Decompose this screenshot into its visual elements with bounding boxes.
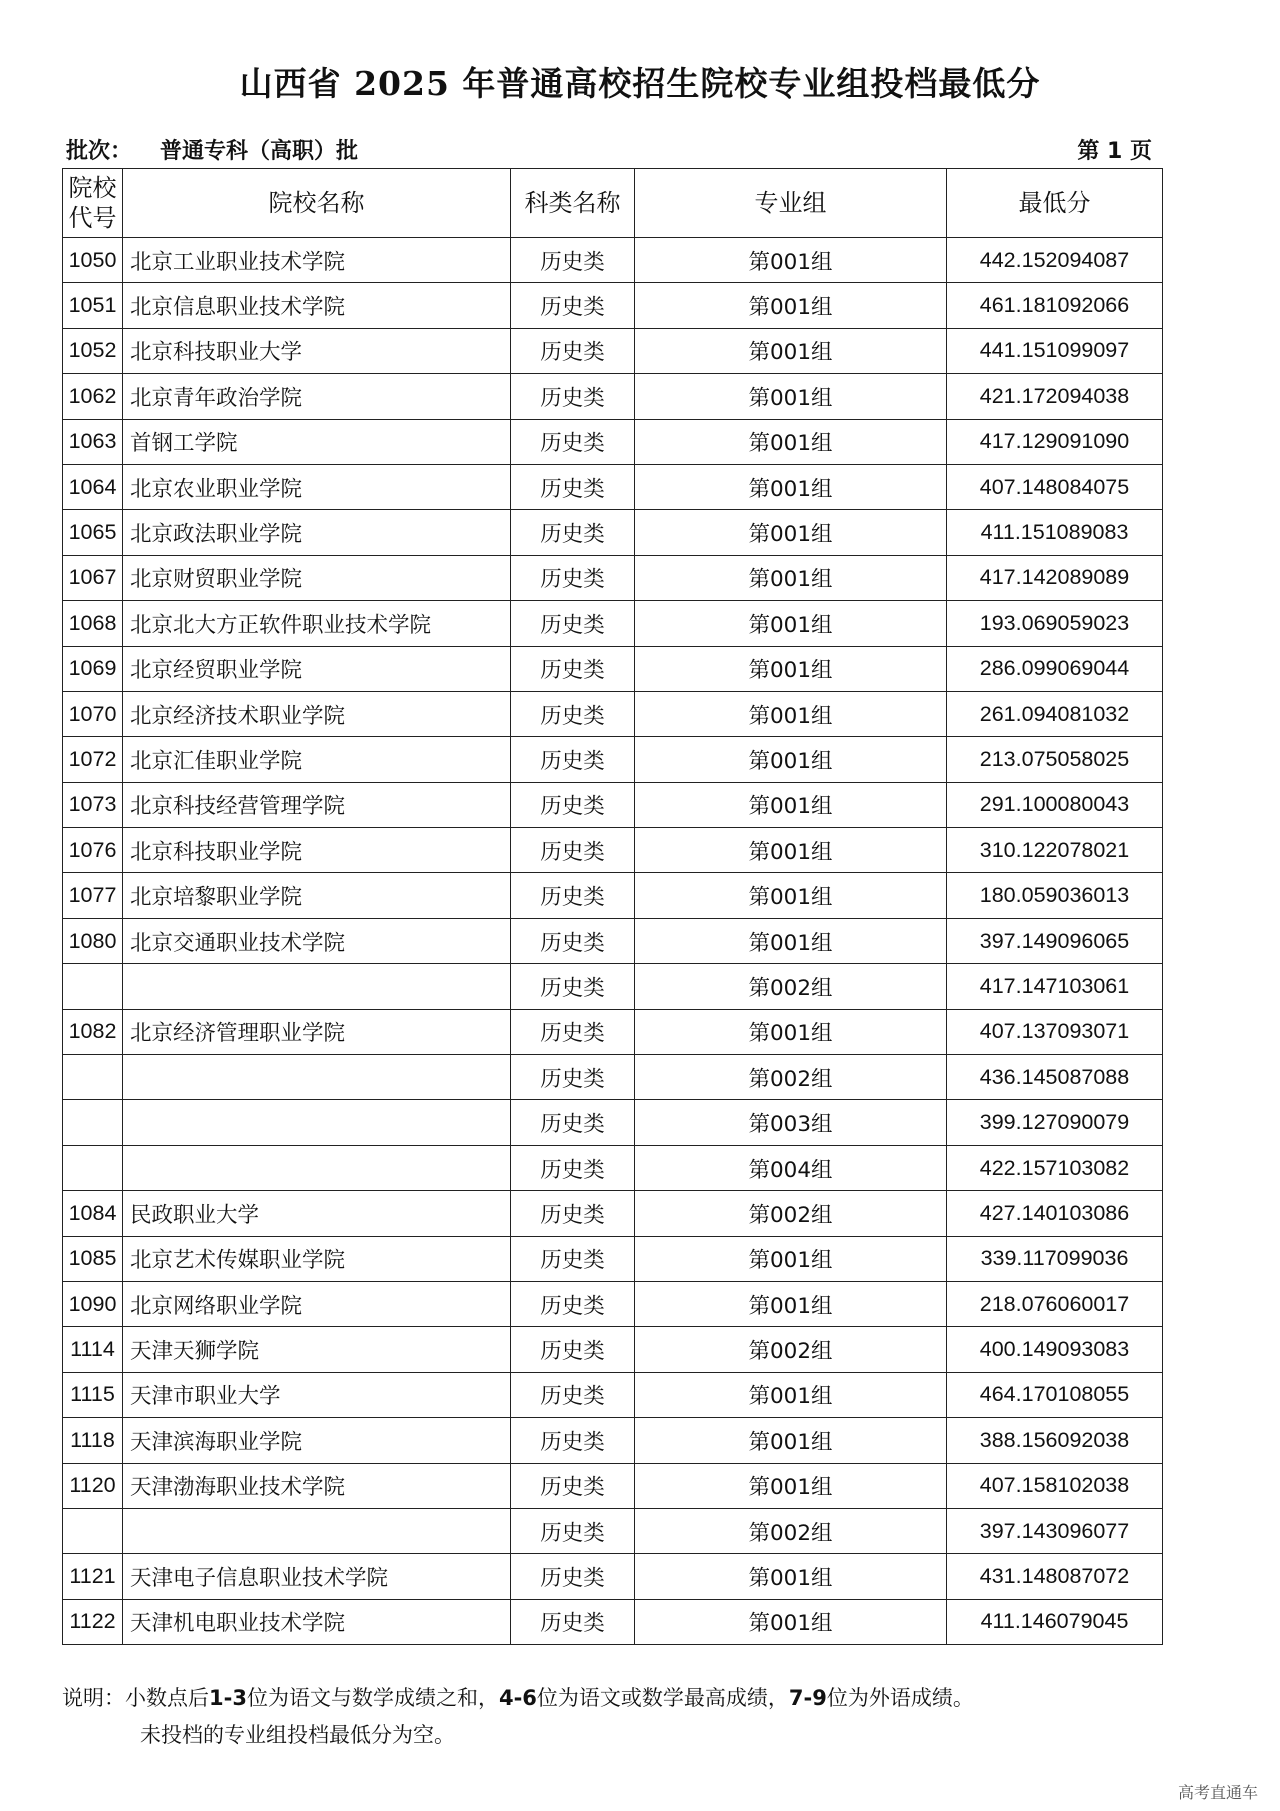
category-cell: 历史类 [511, 601, 635, 646]
table-row [63, 1236, 1163, 1281]
school-name-cell: 天津电子信息职业技术学院 [123, 1554, 511, 1599]
school-name-cell [123, 1100, 511, 1145]
category-cell: 历史类 [511, 918, 635, 963]
school-name-cell: 北京交通职业技术学院 [123, 918, 511, 963]
min-score-cell: 397.143096077 [947, 1508, 1163, 1553]
table-row [63, 1554, 1163, 1599]
school-name-cell: 北京北大方正软件职业技术学院 [123, 601, 511, 646]
table-row [63, 374, 1163, 419]
category-cell: 历史类 [511, 419, 635, 464]
major-group-cell: 第001组 [635, 782, 947, 827]
school-name-cell: 北京网络职业学院 [123, 1281, 511, 1326]
category-cell: 历史类 [511, 1599, 635, 1644]
footnote-digits: 4-6 [498, 1686, 537, 1710]
table-row [63, 510, 1163, 555]
table-row [63, 828, 1163, 873]
table-row [63, 419, 1163, 464]
major-group-cell: 第001组 [635, 464, 947, 509]
category-cell: 历史类 [511, 555, 635, 600]
school-code-cell: 1115 [63, 1372, 123, 1417]
major-group-cell: 第001组 [635, 283, 947, 328]
school-name-cell: 北京艺术传媒职业学院 [123, 1236, 511, 1281]
min-score-cell: 193.069059023 [947, 601, 1163, 646]
batch-label: 批次： [66, 139, 133, 164]
major-group-cell: 第001组 [635, 555, 947, 600]
major-group-cell: 第001组 [635, 1418, 947, 1463]
min-score-cell: 407.137093071 [947, 1009, 1163, 1054]
school-code-cell [63, 1508, 123, 1553]
category-cell: 历史类 [511, 1508, 635, 1553]
min-score-cell: 417.129091090 [947, 419, 1163, 464]
major-group-cell: 第003组 [635, 1100, 947, 1145]
school-code-cell: 1063 [63, 419, 123, 464]
footnote-text: 小数点后 [125, 1686, 209, 1710]
table-body [63, 238, 1163, 1645]
min-score-cell: 436.145087088 [947, 1055, 1163, 1100]
school-name-cell: 北京科技职业学院 [123, 828, 511, 873]
school-name-cell: 北京信息职业技术学院 [123, 283, 511, 328]
major-group-cell: 第001组 [635, 510, 947, 555]
min-score-cell: 218.076060017 [947, 1281, 1163, 1326]
min-score-cell: 286.099069044 [947, 646, 1163, 691]
table-row [63, 1418, 1163, 1463]
min-score-cell: 397.149096065 [947, 918, 1163, 963]
category-cell: 历史类 [511, 283, 635, 328]
table-row [63, 1100, 1163, 1145]
major-group-cell: 第001组 [635, 374, 947, 419]
footnote-lead: 说明： [62, 1686, 125, 1710]
min-score-cell: 407.158102038 [947, 1463, 1163, 1508]
table-row [63, 964, 1163, 1009]
school-name-cell: 民政职业大学 [123, 1191, 511, 1236]
major-group-cell: 第001组 [635, 737, 947, 782]
major-group-cell: 第004组 [635, 1145, 947, 1190]
school-code-cell: 1070 [63, 691, 123, 736]
school-name-cell [123, 964, 511, 1009]
min-score-cell: 427.140103086 [947, 1191, 1163, 1236]
major-group-cell: 第001组 [635, 1554, 947, 1599]
category-cell: 历史类 [511, 646, 635, 691]
min-score-cell: 442.152094087 [947, 238, 1163, 283]
school-code-cell [63, 1145, 123, 1190]
major-group-cell: 第001组 [635, 601, 947, 646]
major-group-cell: 第002组 [635, 964, 947, 1009]
table-row [63, 782, 1163, 827]
category-cell: 历史类 [511, 873, 635, 918]
school-code-cell: 1082 [63, 1009, 123, 1054]
category-cell: 历史类 [511, 1236, 635, 1281]
category-cell: 历史类 [511, 782, 635, 827]
min-score-cell: 417.142089089 [947, 555, 1163, 600]
school-name-cell: 北京科技职业大学 [123, 328, 511, 373]
major-group-cell: 第001组 [635, 1009, 947, 1054]
major-group-cell: 第001组 [635, 419, 947, 464]
footnote [62, 1680, 974, 1754]
school-code-cell: 1069 [63, 646, 123, 691]
table-row [63, 1145, 1163, 1190]
table-row [63, 555, 1163, 600]
school-name-cell: 天津渤海职业技术学院 [123, 1463, 511, 1508]
major-group-cell: 第001组 [635, 238, 947, 283]
table-header-row [63, 169, 1163, 238]
page-number: 第 1 页 [1077, 139, 1152, 164]
school-code-cell [63, 1055, 123, 1100]
school-name-cell: 北京政法职业学院 [123, 510, 511, 555]
major-group-cell: 第002组 [635, 1191, 947, 1236]
header-school-name: 院校名称 [123, 169, 511, 238]
major-group-cell: 第001组 [635, 1463, 947, 1508]
min-score-cell: 431.148087072 [947, 1554, 1163, 1599]
category-cell: 历史类 [511, 1281, 635, 1326]
school-code-cell: 1077 [63, 873, 123, 918]
category-cell: 历史类 [511, 328, 635, 373]
major-group-cell: 第002组 [635, 1055, 947, 1100]
min-score-cell: 339.117099036 [947, 1236, 1163, 1281]
school-code-cell: 1068 [63, 601, 123, 646]
school-code-cell: 1085 [63, 1236, 123, 1281]
watermark-text: 高考直通车 [1177, 1783, 1258, 1802]
min-score-cell: 441.151099097 [947, 328, 1163, 373]
footnote-text: 位为语文与数学成绩之和， [246, 1686, 499, 1710]
category-cell: 历史类 [511, 1145, 635, 1190]
school-code-cell [63, 964, 123, 1009]
school-name-cell: 北京工业职业技术学院 [123, 238, 511, 283]
major-group-cell: 第001组 [635, 828, 947, 873]
table-row [63, 1009, 1163, 1054]
category-cell: 历史类 [511, 510, 635, 555]
min-score-cell: 417.147103061 [947, 964, 1163, 1009]
school-name-cell: 天津滨海职业学院 [123, 1418, 511, 1463]
school-name-cell: 北京农业职业学院 [123, 464, 511, 509]
category-cell: 历史类 [511, 964, 635, 1009]
header-min-score: 最低分 [947, 169, 1163, 238]
school-code-cell: 1076 [63, 828, 123, 873]
school-name-cell: 北京汇佳职业学院 [123, 737, 511, 782]
category-cell: 历史类 [511, 1327, 635, 1372]
table-row [63, 1327, 1163, 1372]
min-score-cell: 310.122078021 [947, 828, 1163, 873]
school-code-cell: 1090 [63, 1281, 123, 1326]
category-cell: 历史类 [511, 828, 635, 873]
major-group-cell: 第002组 [635, 1327, 947, 1372]
min-score-cell: 422.157103082 [947, 1145, 1163, 1190]
min-score-cell: 400.149093083 [947, 1327, 1163, 1372]
school-code-cell: 1080 [63, 918, 123, 963]
school-code-cell: 1062 [63, 374, 123, 419]
school-code-cell: 1072 [63, 737, 123, 782]
school-name-cell: 北京经贸职业学院 [123, 646, 511, 691]
school-code-cell: 1051 [63, 283, 123, 328]
school-code-cell [63, 1100, 123, 1145]
table-row [63, 1281, 1163, 1326]
min-score-cell: 213.075058025 [947, 737, 1163, 782]
table-row [63, 238, 1163, 283]
table-row [63, 691, 1163, 736]
school-code-cell: 1065 [63, 510, 123, 555]
category-cell: 历史类 [511, 1191, 635, 1236]
school-code-cell: 1084 [63, 1191, 123, 1236]
school-name-cell [123, 1055, 511, 1100]
school-name-cell: 首钢工学院 [123, 419, 511, 464]
school-code-cell: 1120 [63, 1463, 123, 1508]
footnote-digits: 1-3 [209, 1686, 247, 1710]
category-cell: 历史类 [511, 238, 635, 283]
major-group-cell: 第002组 [635, 1508, 947, 1553]
min-score-cell: 180.059036013 [947, 873, 1163, 918]
school-name-cell: 北京科技经营管理学院 [123, 782, 511, 827]
table-row [63, 601, 1163, 646]
table-row [63, 646, 1163, 691]
major-group-cell: 第001组 [635, 691, 947, 736]
table-row [63, 1508, 1163, 1553]
school-code-cell: 1073 [63, 782, 123, 827]
table-row [63, 283, 1163, 328]
major-group-cell: 第001组 [635, 1372, 947, 1417]
school-name-cell: 北京经济技术职业学院 [123, 691, 511, 736]
admission-score-table [62, 168, 1163, 1645]
category-cell: 历史类 [511, 1372, 635, 1417]
school-name-cell: 北京青年政治学院 [123, 374, 511, 419]
school-code-cell: 1050 [63, 238, 123, 283]
footnote-line1 [125, 1686, 974, 1710]
school-code-cell: 1114 [63, 1327, 123, 1372]
min-score-cell: 421.172094038 [947, 374, 1163, 419]
major-group-cell: 第001组 [635, 1236, 947, 1281]
major-group-cell: 第001组 [635, 918, 947, 963]
min-score-cell: 461.181092066 [947, 283, 1163, 328]
min-score-cell: 291.100080043 [947, 782, 1163, 827]
batch-info [66, 134, 358, 165]
table-row [63, 328, 1163, 373]
category-cell: 历史类 [511, 1418, 635, 1463]
min-score-cell: 399.127090079 [947, 1100, 1163, 1145]
major-group-cell: 第001组 [635, 873, 947, 918]
table-row [63, 1055, 1163, 1100]
footnote-text: 位为语文或数学最高成绩， [536, 1686, 789, 1710]
school-code-cell: 1118 [63, 1418, 123, 1463]
school-name-cell [123, 1508, 511, 1553]
school-name-cell: 天津机电职业技术学院 [123, 1599, 511, 1644]
table-row [63, 918, 1163, 963]
major-group-cell: 第001组 [635, 1281, 947, 1326]
category-cell: 历史类 [511, 691, 635, 736]
category-cell: 历史类 [511, 1463, 635, 1508]
min-score-cell: 407.148084075 [947, 464, 1163, 509]
header-school-code: 院校 代号 [63, 169, 123, 238]
footnote-text: 位为外语成绩。 [826, 1686, 974, 1710]
table-row [63, 1191, 1163, 1236]
school-name-cell: 天津市职业大学 [123, 1372, 511, 1417]
major-group-cell: 第001组 [635, 328, 947, 373]
school-code-cell: 1121 [63, 1554, 123, 1599]
page-title: 山西省 2025 年普通高校招生院校专业组投档最低分 [239, 64, 1041, 103]
header-category: 科类名称 [511, 169, 635, 238]
school-code-cell: 1064 [63, 464, 123, 509]
batch-value: 普通专科（高职）批 [160, 139, 359, 164]
table-row [63, 464, 1163, 509]
category-cell: 历史类 [511, 1009, 635, 1054]
category-cell: 历史类 [511, 1055, 635, 1100]
footnote-digits: 7-9 [788, 1686, 827, 1710]
school-code-cell: 1052 [63, 328, 123, 373]
min-score-cell: 411.151089083 [947, 510, 1163, 555]
header-major-group: 专业组 [635, 169, 947, 238]
school-code-cell: 1067 [63, 555, 123, 600]
min-score-cell: 464.170108055 [947, 1372, 1163, 1417]
school-name-cell [123, 1145, 511, 1190]
school-code-cell: 1122 [63, 1599, 123, 1644]
school-name-cell: 北京财贸职业学院 [123, 555, 511, 600]
category-cell: 历史类 [511, 737, 635, 782]
table-row [63, 1463, 1163, 1508]
table-row [63, 873, 1163, 918]
category-cell: 历史类 [511, 374, 635, 419]
major-group-cell: 第001组 [635, 1599, 947, 1644]
min-score-cell: 261.094081032 [947, 691, 1163, 736]
table-row [63, 1599, 1163, 1644]
min-score-cell: 388.156092038 [947, 1418, 1163, 1463]
category-cell: 历史类 [511, 1554, 635, 1599]
school-name-cell: 北京培黎职业学院 [123, 873, 511, 918]
table-row [63, 737, 1163, 782]
table-row [63, 1372, 1163, 1417]
school-name-cell: 北京经济管理职业学院 [123, 1009, 511, 1054]
footnote-line2: 未投档的专业组投档最低分为空。 [140, 1723, 455, 1747]
category-cell: 历史类 [511, 464, 635, 509]
major-group-cell: 第001组 [635, 646, 947, 691]
school-name-cell: 天津天狮学院 [123, 1327, 511, 1372]
category-cell: 历史类 [511, 1100, 635, 1145]
min-score-cell: 411.146079045 [947, 1599, 1163, 1644]
